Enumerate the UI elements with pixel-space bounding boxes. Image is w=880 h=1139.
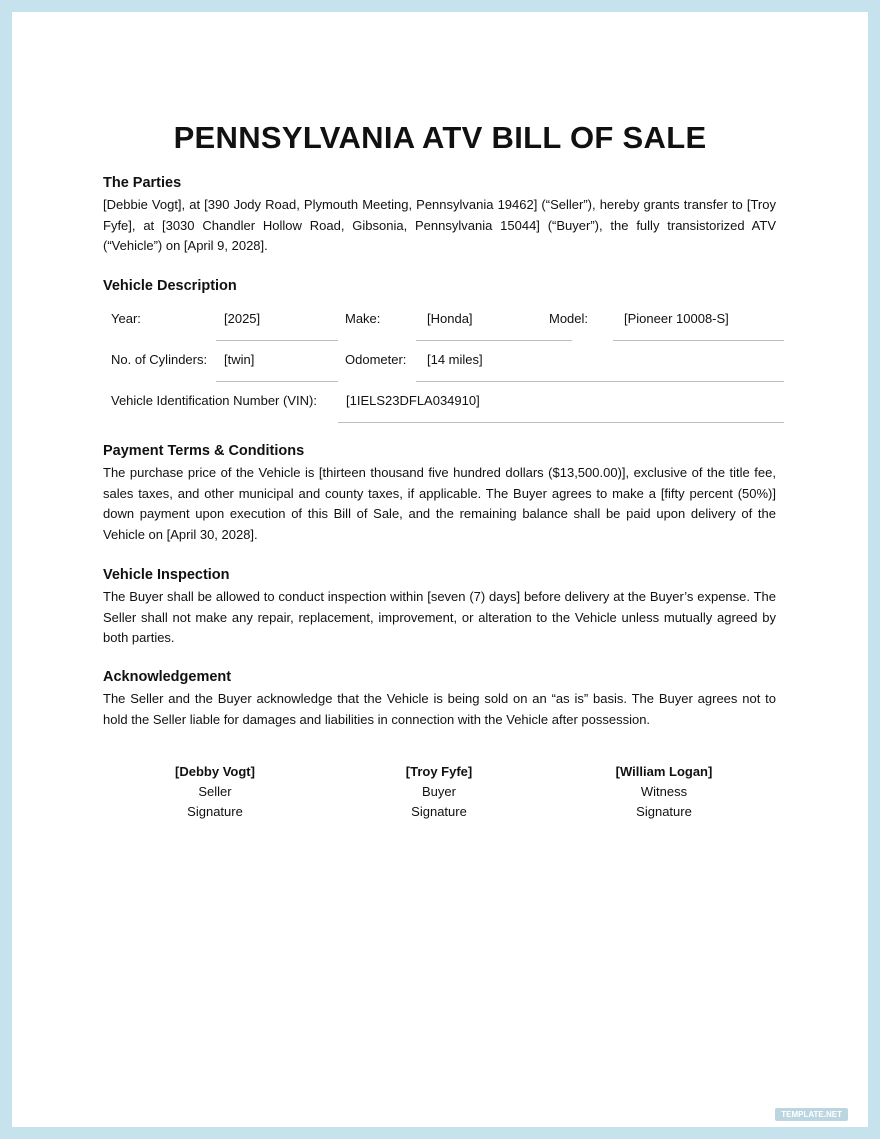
odometer-underline bbox=[416, 381, 784, 382]
parties-heading: The Parties bbox=[103, 175, 182, 191]
vehicle-section bbox=[103, 278, 776, 298]
payment-heading: Payment Terms & Conditions bbox=[103, 443, 305, 459]
signature-role: Witness bbox=[640, 784, 688, 799]
inspection-section bbox=[103, 567, 776, 649]
signature-label: Signature bbox=[636, 804, 692, 819]
odometer-label: Odometer: bbox=[345, 352, 407, 367]
inspection-heading: Vehicle Inspection bbox=[103, 567, 230, 583]
signature-block-buyer bbox=[349, 762, 529, 822]
vin-value: [1IELS23DFLA034910] bbox=[346, 393, 480, 408]
signature-role: Buyer bbox=[422, 784, 456, 799]
cylinders-value: [twin] bbox=[224, 352, 255, 367]
acknowledgement-heading: Acknowledgement bbox=[103, 669, 232, 685]
signature-label: Signature bbox=[187, 804, 243, 819]
cylinders-underline bbox=[216, 381, 338, 382]
signature-role: Seller bbox=[198, 784, 232, 799]
signature-block-witness bbox=[574, 762, 754, 822]
vehicle-heading: Vehicle Description bbox=[103, 278, 237, 294]
cylinders-label: No. of Cylinders: bbox=[111, 352, 208, 367]
make-underline bbox=[416, 340, 572, 341]
vin-underline bbox=[338, 422, 784, 423]
signature-label: Signature bbox=[411, 804, 467, 819]
payment-section bbox=[103, 443, 776, 545]
make-value: [Honda] bbox=[427, 311, 473, 326]
signature-block-seller bbox=[125, 762, 305, 822]
year-value: [2025] bbox=[224, 311, 261, 326]
document-title: PENNSYLVANIA ATV BILL OF SALE bbox=[173, 120, 707, 155]
year-label: Year: bbox=[111, 311, 141, 326]
acknowledgement-text: The Seller and the Buyer acknowledge that the Vehicle is being sold on an “as is” basis. The Buyer agrees not to hold the Seller liable for damages and liabilities in connection with the Vehicle after possession. bbox=[103, 691, 776, 727]
vin-label: Vehicle Identification Number (VIN): bbox=[111, 393, 317, 408]
model-underline bbox=[613, 340, 784, 341]
parties-section bbox=[103, 175, 776, 257]
year-underline bbox=[216, 340, 338, 341]
parties-text: [Debbie Vogt], at [390 Jody Road, Plymouth Meeting, Pennsylvania 19462] (“Seller”), hereby grants transfer to [Troy Fyfe], at [3030 Chandler Hollow Road, Gibsonia, Pennsylvania 15044] (“Buyer”), the fully transistorized ATV (“Vehicle”) on [April 9, 2028]. bbox=[103, 197, 776, 253]
template-logo: TEMPLATE.NET bbox=[775, 1108, 848, 1121]
document-page bbox=[12, 12, 868, 1127]
payment-text: The purchase price of the Vehicle is [thirteen thousand five hundred dollars ($13,500.00)], exclusive of the title fee, sales taxes, and other municipal and county taxes, if applicable. The Buyer agrees to make a [fifty percent (50%)] down payment upon execution of this Bill of Sale, and the remaining balance shall be paid upon delivery of the Vehicle on [April 30, 2028]. bbox=[103, 465, 776, 542]
inspection-text: The Buyer shall be allowed to conduct inspection within [seven (7) days] before delivery at the Buyer’s expense. The Seller shall not make any repair, replacement, improvement, or alteration to the Vehicle unless mutually agreed by both parties. bbox=[103, 589, 776, 645]
odometer-value: [14 miles] bbox=[427, 352, 483, 367]
acknowledgement-section bbox=[103, 669, 776, 730]
model-label: Model: bbox=[549, 311, 589, 326]
model-value: [Pioneer 10008-S] bbox=[624, 311, 729, 326]
signature-name: [William Logan] bbox=[615, 764, 713, 779]
signature-name: [Troy Fyfe] bbox=[405, 764, 473, 779]
signature-name: [Debby Vogt] bbox=[175, 764, 255, 779]
make-label: Make: bbox=[345, 311, 381, 326]
